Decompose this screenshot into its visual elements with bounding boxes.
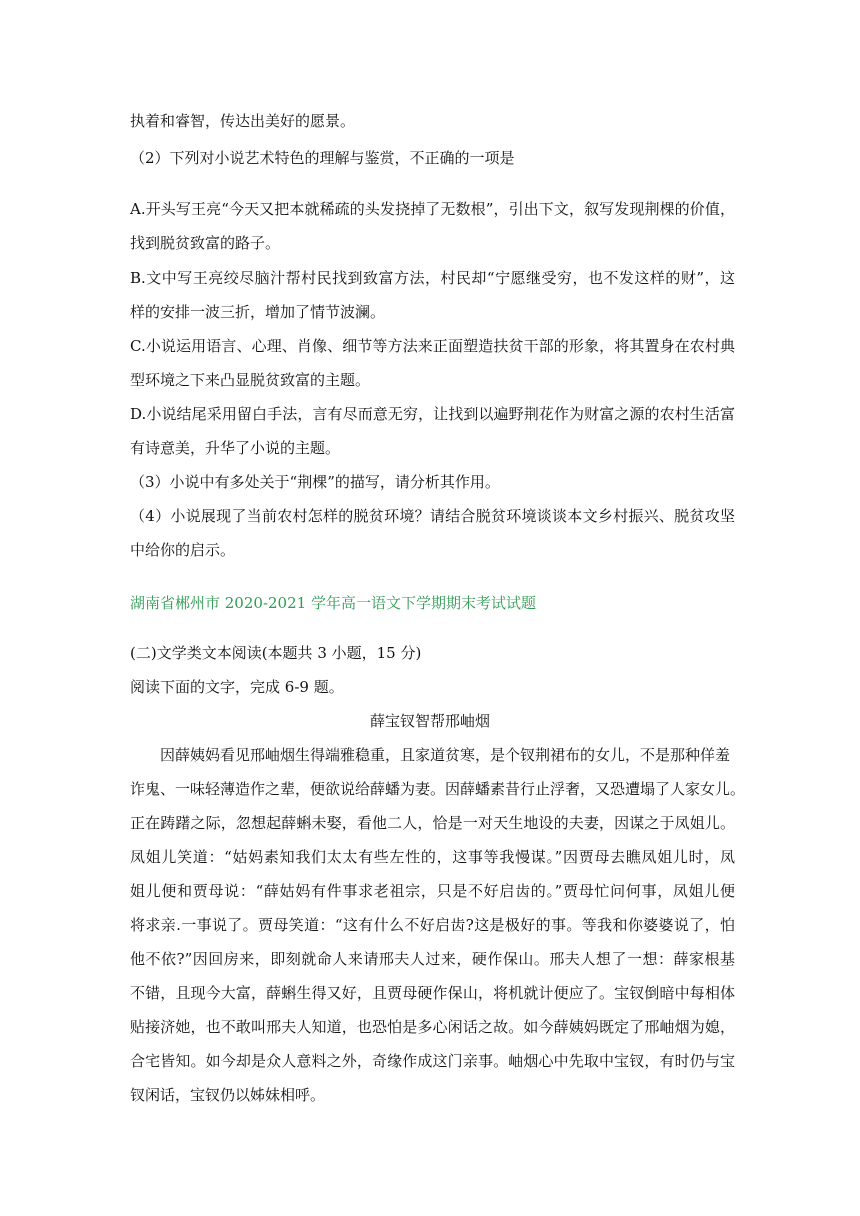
option-d-line-1: D.小说结尾采用留白手法，言有尽而意无穷，让找到以遍野荆花作为财富之源的农村生活富 [130, 405, 735, 423]
option-b-line-2: 样的安排一波三折，增加了情节波澜。 [130, 303, 386, 321]
option-d-line-2: 有诗意美，升华了小说的主题。 [130, 439, 341, 457]
passage-line: 他不依?”因回房来，即刻就命人来请邢夫人过来，硬作保山。邢夫人想了一想：薛家根基 [130, 950, 735, 968]
passage-line: 将求亲.一事说了。贾母笑道：“这有什么不好启齿?这是极好的事。等我和你婆婆说了，怕 [130, 916, 735, 934]
question-4-line-1: （4）小说展现了当前农村怎样的脱贫环境？请结合脱贫环境谈谈本文乡村振兴、脱贫攻坚 [130, 507, 735, 525]
continuation-line: 执着和睿智，传达出美好的愿景。 [130, 112, 356, 130]
passage-line: 贴接济她，也不敢叫邢夫人知道，也恐怕是多心闲话之故。如今薛姨妈既定了邢岫烟为媳， [130, 1018, 735, 1036]
source-title: 湖南省郴州市 2020-2021 学年高一语文下学期期末考试试题 [130, 594, 536, 612]
option-c-line-2: 型环境之下来凸显脱贫致富的主题。 [130, 371, 371, 389]
option-b-line-1: B.文中写王亮绞尽脑汁帮村民找到致富方法，村民却“宁愿继受穷，也不发这样的财”，这 [130, 269, 735, 287]
passage-line: 不错，且现今大富，薛蝌生得又好，且贾母硬作保山，将机就计便应了。宝钗倒暗中每相体 [130, 984, 735, 1002]
question-2-stem: （2）下列对小说艺术特色的理解与鉴赏，不正确的一项是 [130, 149, 515, 167]
question-4-line-2: 中给你的启示。 [130, 541, 236, 559]
instruction: 阅读下面的文字，完成 6-9 题。 [130, 678, 344, 696]
passage-title: 薛宝钗智帮邢岫烟 [369, 712, 490, 730]
passage-line: 姐儿便和贾母说：“薛姑妈有件事求老祖宗，只是不好启齿的。”贾母忙问何事，凤姐儿便 [130, 882, 735, 900]
passage-line: 钗闲话，宝钗仍以姊妹相呼。 [130, 1086, 326, 1104]
passage-line: 凤姐儿笑道：“姑妈素知我们太太有些左性的，这事等我慢谋。”因贾母去瞧凤姐儿时，凤 [130, 848, 735, 866]
passage-line: 诈鬼、一味轻薄造作之辈，便欲说给薛蟠为妻。因薛蟠素昔行止浮奢，又恐遭塌了人家女儿。 [130, 780, 746, 798]
passage-line: 正在踌躇之际，忽想起薛蝌未娶，看他二人，恰是一对天生地设的夫妻，因谋之于凤姐儿。 [130, 814, 735, 832]
question-3: （3）小说中有多处关于“荆棵”的描写，请分析其作用。 [130, 473, 500, 491]
option-a-line-2: 找到脱贫致富的路子。 [130, 234, 281, 252]
option-c-line-1: C.小说运用语言、心理、肖像、细节等方法来正面塑造扶贫干部的形象，将其置身在农村典 [130, 337, 735, 355]
section-header: (二)文学类文本阅读(本题共 3 小题，15 分) [130, 644, 422, 662]
passage-line: 合宅皆知。如今却是众人意料之外，奇缘作成这门亲事。岫烟心中先取中宝钗，有时仍与宝 [130, 1052, 735, 1070]
passage-line: 因薛姨妈看见邢岫烟生得端雅稳重，且家道贫寒，是个钗荆裙布的女儿，不是那种佯羞 [160, 746, 731, 764]
option-a-line-1: A.开头写王亮“今天又把本就稀疏的头发挠掉了无数根”，引出下文，叙写发现荆棵的价值， [130, 200, 735, 218]
